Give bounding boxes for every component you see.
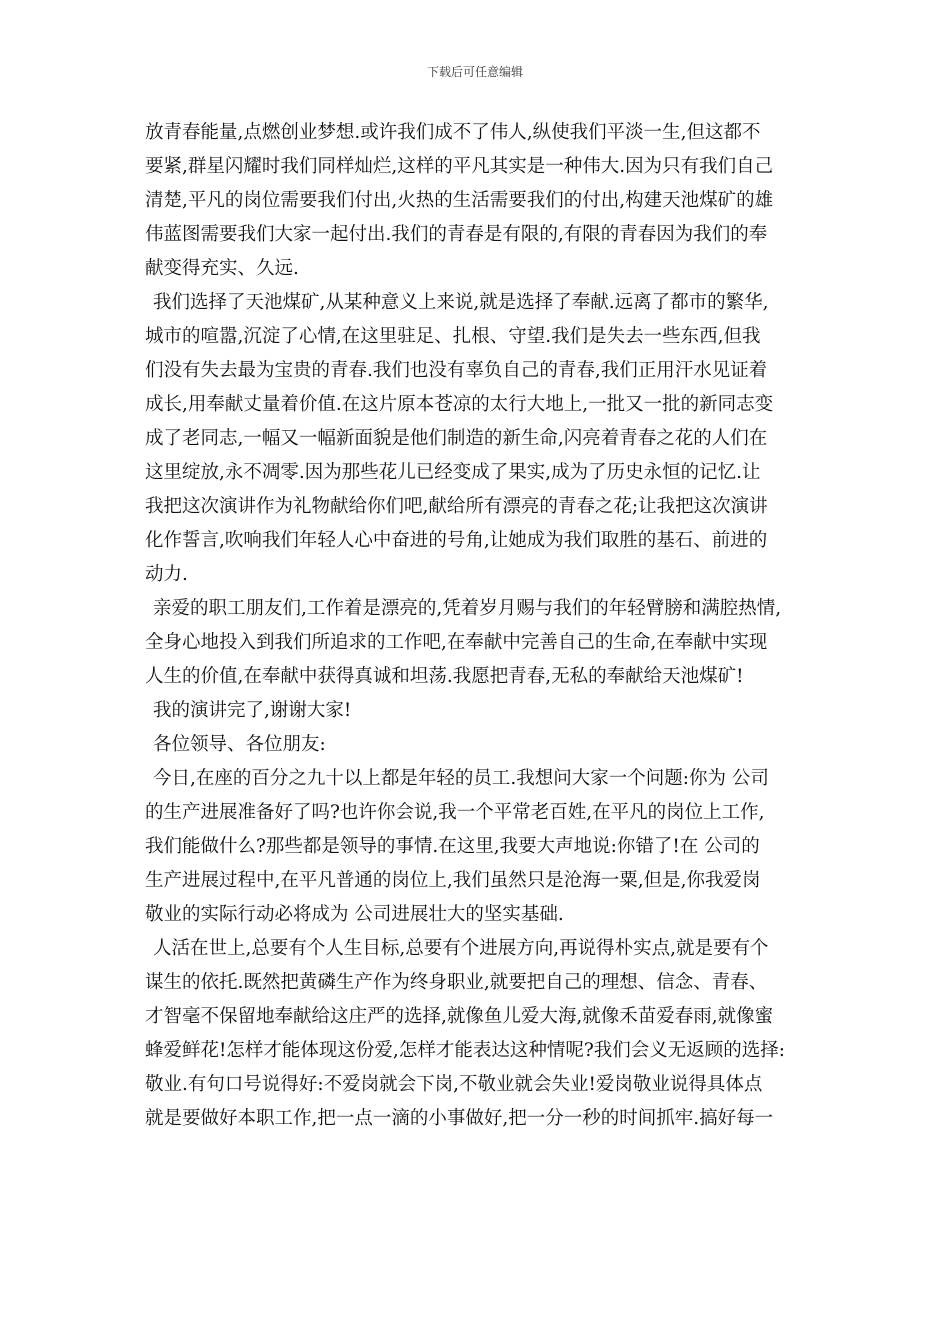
text-line: 蜂爱鲜花!怎样才能体现这份爱,怎样才能表达这种情呢?我们会义无返顾的选择: [145,1040,785,1061]
text-line: 清楚,平凡的岗位需要我们付出,火热的生活需要我们的付出,构建天池煤矿的雄 [145,190,774,211]
text-line: 才智毫不保留地奉献给这庄严的选择,就像鱼儿爱大海,就像禾苗爱春雨,就像蜜 [145,1006,774,1027]
text-line: 们没有失去最为宝贵的青春.我们也没有辜负自己的青春,我们正用汗水见证着 [145,360,768,381]
text-line: 生产进展过程中,在平凡普通的岗位上,我们虽然只是沧海一粟,但是,你我爱岗 [145,870,761,891]
page-header: 下载后可任意编辑 [426,65,523,79]
text-line: 就是要做好本职工作,把一点一滴的小事做好,把一分一秒的时间抓牢.搞好每一 [145,1108,774,1129]
text-line: 献变得充实、久远. [145,258,299,279]
text-line: 城市的喧嚣,沉淀了心情,在这里驻足、扎根、守望.我们是失去一些东西,但我 [145,326,761,347]
paragraph-start-line: 各位领导、各位朋友: [153,734,326,755]
text-line: 要紧,群星闪耀时我们同样灿烂,这样的平凡其实是一种伟大.因为只有我们自己 [145,156,774,177]
text-line: 伟蓝图需要我们大家一起付出.我们的青春是有限的,有限的青春因为我们的奉 [145,224,768,245]
text-line: 我们能做什么?那些都是领导的事情.在这里,我要大声地说:你错了!在 公司的 [145,836,760,857]
paragraph-start-line: 亲爱的职工朋友们,工作着是漂亮的,凭着岁月赐与我们的年轻臂膀和满腔热情, [153,598,782,619]
text-line: 动力. [145,564,188,585]
paragraph-start-line: 人活在世上,总要有个人生目标,总要有个进展方向,再说得朴实点,就是要有个 [153,938,769,959]
text-line: 全身心地投入到我们所追求的工作吧,在奉献中完善自己的生命,在奉献中实现 [145,632,768,653]
text-line: 谋生的依托.既然把黄磷生产作为终身职业,就要把自己的理想、信念、青春、 [145,972,768,993]
paragraph-start-line: 今日,在座的百分之九十以上都是年轻的员工.我想问大家一个问题:你为 公司 [153,768,769,789]
paragraph-start-line: 我的演讲完了,谢谢大家! [153,700,352,721]
text-line: 放青春能量,点燃创业梦想.或许我们成不了伟人,纵使我们平淡一生,但这都不 [145,122,761,143]
text-line: 成长,用奉献丈量着价值.在这片原本苍凉的太行大地上,一批又一批的新同志变 [145,394,774,415]
text-line: 这里绽放,永不凋零.因为那些花儿已经变成了果实,成为了历史永恒的记忆.让 [145,462,761,483]
text-line: 我把这次演讲作为礼物献给你们吧,献给所有漂亮的青春之花;让我把这次演讲 [145,496,768,517]
text-line: 的生产进展准备好了吗?也许你会说,我一个平常老百姓,在平凡的岗位上工作, [145,802,765,823]
text-line: 成了老同志,一幅又一幅新面貌是他们制造的新生命,闪亮着青春之花的人们在 [145,428,768,449]
paragraph-start-line: 我们选择了天池煤矿,从某种意义上来说,就是选择了奉献.远离了都市的繁华, [153,292,769,313]
text-line: 化作誓言,吹响我们年轻人心中奋进的号角,让她成为我们取胜的基石、前进的 [145,530,768,551]
document-body [145,116,810,1136]
text-line: 敬业.有句口号说得好:不爱岗就会下岗,不敬业就会失业!爱岗敬业说得具体点 [145,1074,763,1095]
text-line: 人生的价值,在奉献中获得真诚和坦荡.我愿把青春,无私的奉献给天池煤矿! [145,666,744,687]
text-line: 敬业的实际行动必将成为 公司进展壮大的坚实基础. [145,904,564,925]
